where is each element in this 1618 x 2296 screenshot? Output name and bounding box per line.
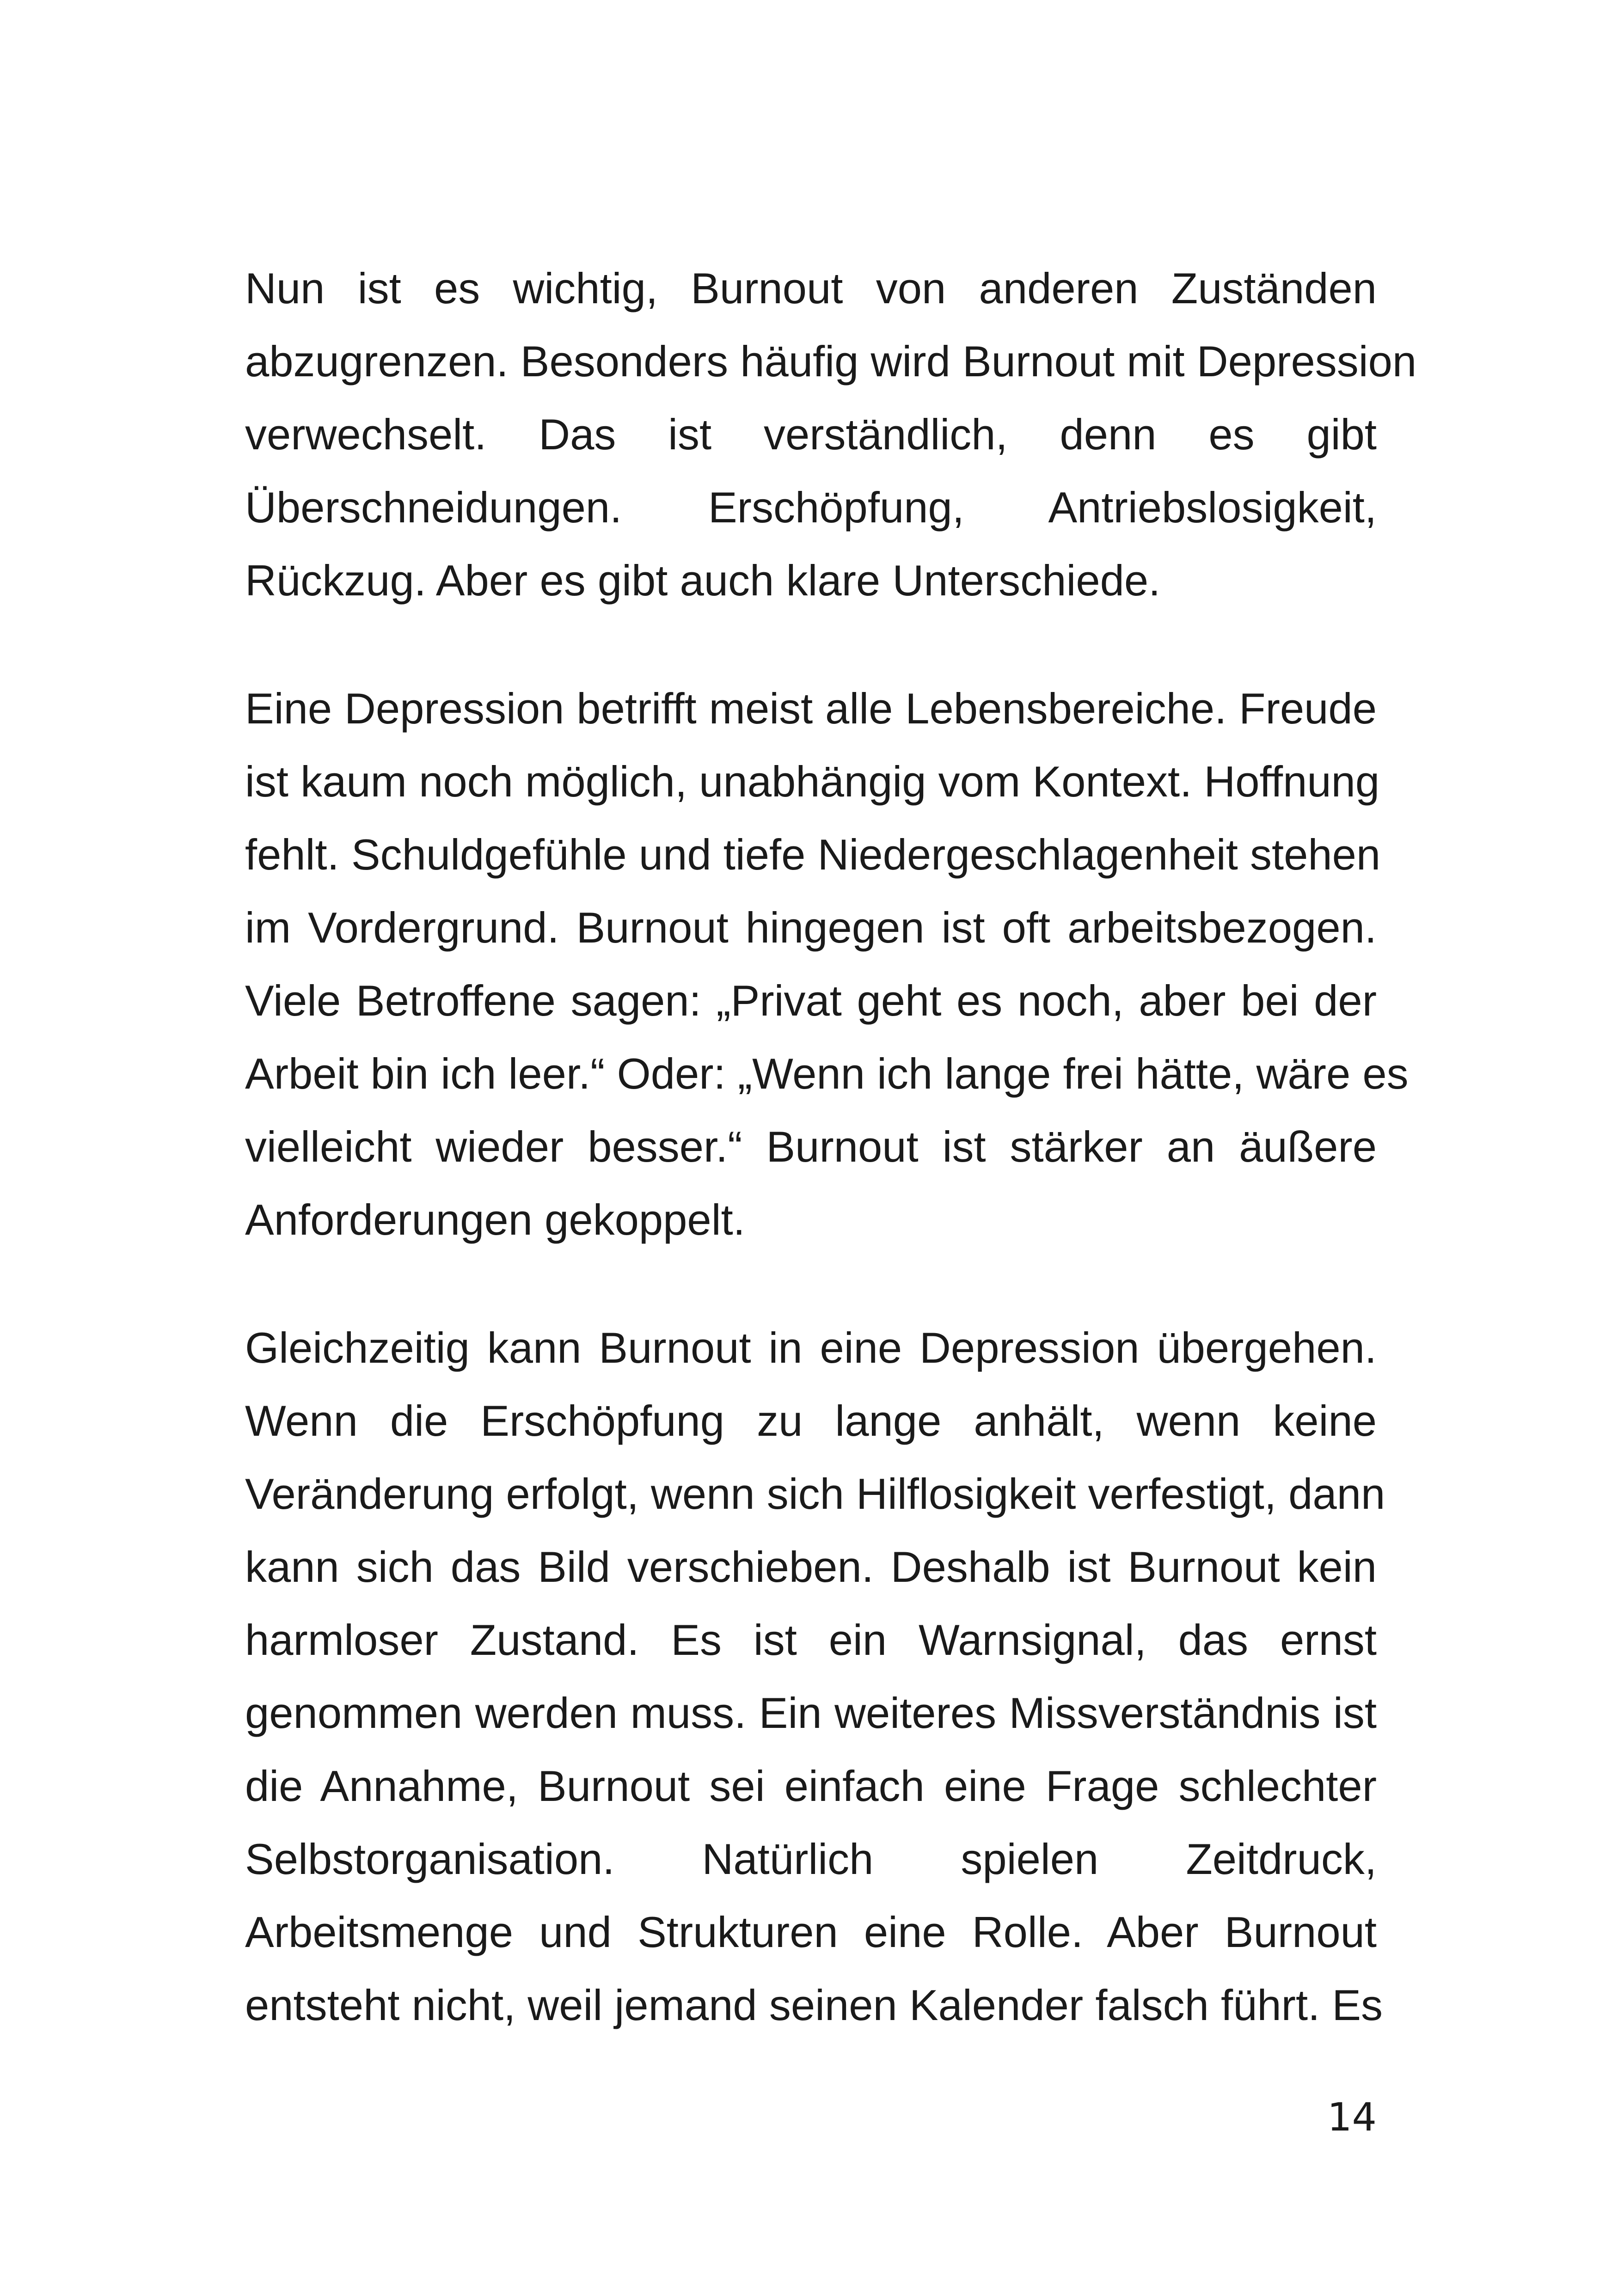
body-text xyxy=(245,252,1417,2097)
text-line: Überschneidungen. Erschöpfung, Antriebslosigkeit, xyxy=(245,483,1377,532)
text-line: harmloser Zustand. Es ist ein Warnsignal, das ernst xyxy=(245,1616,1377,1664)
text-line: ist kaum noch möglich, unabhängig vom Kontext. Hoffnung xyxy=(245,757,1380,806)
text-line: Gleichzeitig kann Burnout in eine Depression übergehen. xyxy=(245,1323,1377,1372)
text-line: fehlt. Schuldgefühle und tiefe Niedergeschlagenheit stehen xyxy=(245,830,1381,879)
text-line: die Annahme, Burnout sei einfach eine Frage schlechter xyxy=(245,1762,1377,1810)
paragraph-2 xyxy=(245,672,1409,1256)
text-line: abzugrenzen. Besonders häufig wird Burnout mit Depression xyxy=(245,337,1417,386)
page-number: 14 xyxy=(1327,2094,1377,2140)
text-line: Wenn die Erschöpfung zu lange anhält, wenn keine xyxy=(245,1396,1377,1445)
text-line: Eine Depression betrifft meist alle Lebensbereiche. Freude xyxy=(245,684,1377,733)
text-line: Arbeitsmenge und Strukturen eine Rolle. Aber Burnout xyxy=(245,1908,1377,1956)
text-line: genommen werden muss. Ein weiteres Missverständnis ist xyxy=(245,1689,1377,1737)
text-line: entsteht nicht, weil jemand seinen Kalender falsch führt. Es xyxy=(245,1981,1383,2029)
text-line: vielleicht wieder besser.“ Burnout ist stärker an äußere xyxy=(245,1122,1377,1171)
text-line: Arbeit bin ich leer.“ Oder: „Wenn ich lange frei hätte, wäre es xyxy=(245,1049,1409,1098)
paragraph-1 xyxy=(245,252,1417,617)
text-line: Viele Betroffene sagen: „Privat geht es noch, aber bei der xyxy=(245,976,1377,1025)
text-line: im Vordergrund. Burnout hingegen ist oft arbeitsbezogen. xyxy=(245,903,1377,952)
text-line: Selbstorganisation. Natürlich spielen Zeitdruck, xyxy=(245,1835,1377,1883)
text-line: kann sich das Bild verschieben. Deshalb ist Burnout kein xyxy=(245,1543,1377,1591)
text-line: Anforderungen gekoppelt. xyxy=(245,1195,745,1244)
text-line: verwechselt. Das ist verständlich, denn es gibt xyxy=(245,410,1377,459)
text-line: Rückzug. Aber es gibt auch klare Unterschiede. xyxy=(245,556,1161,605)
paragraph-3 xyxy=(245,1311,1385,2042)
text-line: Veränderung erfolgt, wenn sich Hilflosigkeit verfestigt, dann xyxy=(245,1469,1385,1518)
text-line: Nun ist es wichtig, Burnout von anderen Zuständen xyxy=(245,264,1377,312)
